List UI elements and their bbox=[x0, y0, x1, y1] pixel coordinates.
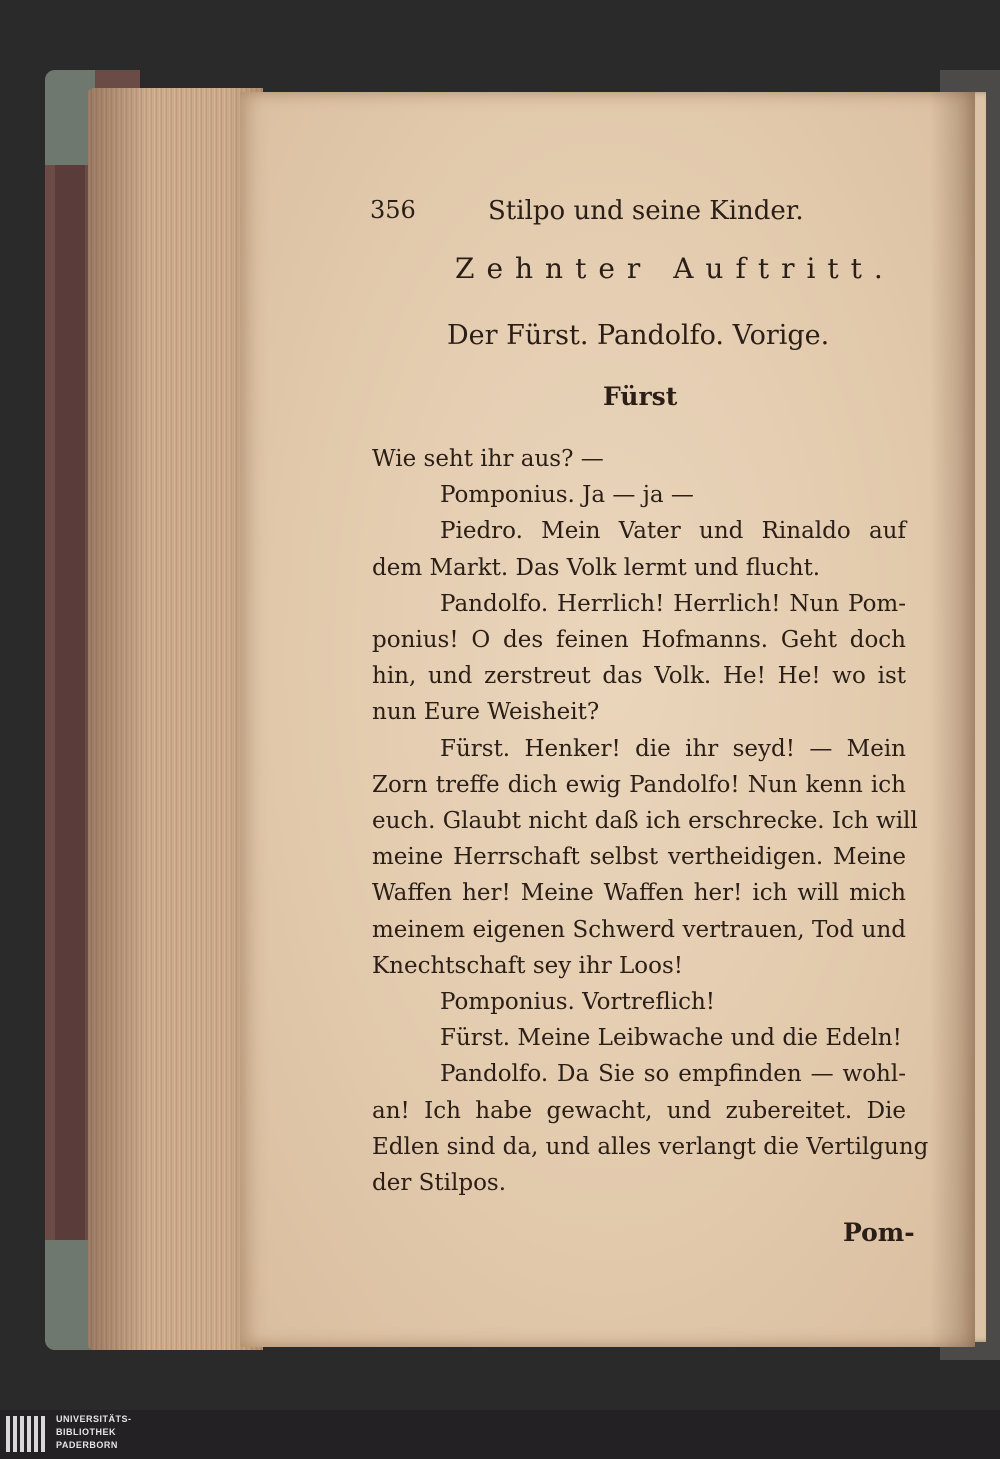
library-footer bbox=[0, 1410, 1000, 1459]
text-line: Pandolfo. Herrlich! Herrlich! Nun Pom- bbox=[440, 591, 906, 617]
library-name-line1: UNIVERSITÄTS- bbox=[56, 1414, 132, 1424]
cover-leather bbox=[55, 165, 85, 1240]
text-line: meine Herrschaft selbst vertheidigen. Meine bbox=[372, 844, 906, 870]
scene-heading: Zehnter Auftritt. bbox=[455, 252, 895, 285]
running-title: Stilpo und seine Kinder. bbox=[488, 196, 804, 226]
text-line: Fürst. Henker! die ihr seyd! — Mein bbox=[440, 736, 906, 762]
cast-list: Der Fürst. Pandolfo. Vorige. bbox=[447, 320, 830, 351]
text-line: Knechtschaft sey ihr Loos! bbox=[372, 953, 684, 979]
catchword: Pom- bbox=[843, 1218, 915, 1247]
text-line: meinem eigenen Schwerd vertrauen, Tod und bbox=[372, 917, 906, 943]
text-line: Pandolfo. Da Sie so empfinden — wohl- bbox=[440, 1061, 906, 1087]
text-line: Edlen sind da, und alles verlangt die Vertilgung bbox=[372, 1134, 929, 1160]
text-line: an! Ich habe gewacht, und zubereitet. Die bbox=[372, 1098, 906, 1124]
text-line: euch. Glaubt nicht daß ich erschrecke. Ich will bbox=[372, 808, 918, 834]
text-line: Pomponius. Ja — ja — bbox=[440, 482, 694, 508]
text-line: der Stilpos. bbox=[372, 1170, 507, 1196]
library-logo-icon bbox=[6, 1416, 48, 1452]
text-line: Zorn treffe dich ewig Pandolfo! Nun kenn ich bbox=[372, 772, 906, 798]
text-line: dem Markt. Das Volk lermt und flucht. bbox=[372, 555, 821, 581]
text-line: Waffen her! Meine Waffen her! ich will mich bbox=[372, 880, 906, 906]
page-edges-shading bbox=[88, 88, 263, 1350]
gutter-shadow bbox=[930, 92, 975, 1347]
text-line: hin, und zerstreut das Volk. He! He! wo ist bbox=[372, 663, 906, 689]
text-line: Piedro. Mein Vater und Rinaldo auf bbox=[440, 518, 906, 544]
library-name-line2: BIBLIOTHEK bbox=[56, 1427, 116, 1437]
text-line: nun Eure Weisheit? bbox=[372, 699, 600, 725]
text-line: ponius! O des feinen Hofmanns. Geht doch bbox=[372, 627, 906, 653]
text-line: Pomponius. Vortreflich! bbox=[440, 989, 716, 1015]
text-line: Fürst. Meine Leibwache und die Edeln! bbox=[440, 1025, 902, 1051]
speaker-name: Fürst bbox=[603, 382, 678, 411]
text-line: Wie seht ihr aus? — bbox=[372, 446, 604, 472]
library-name-line3: PADERBORN bbox=[56, 1440, 118, 1450]
page-number: 356 bbox=[370, 196, 416, 224]
